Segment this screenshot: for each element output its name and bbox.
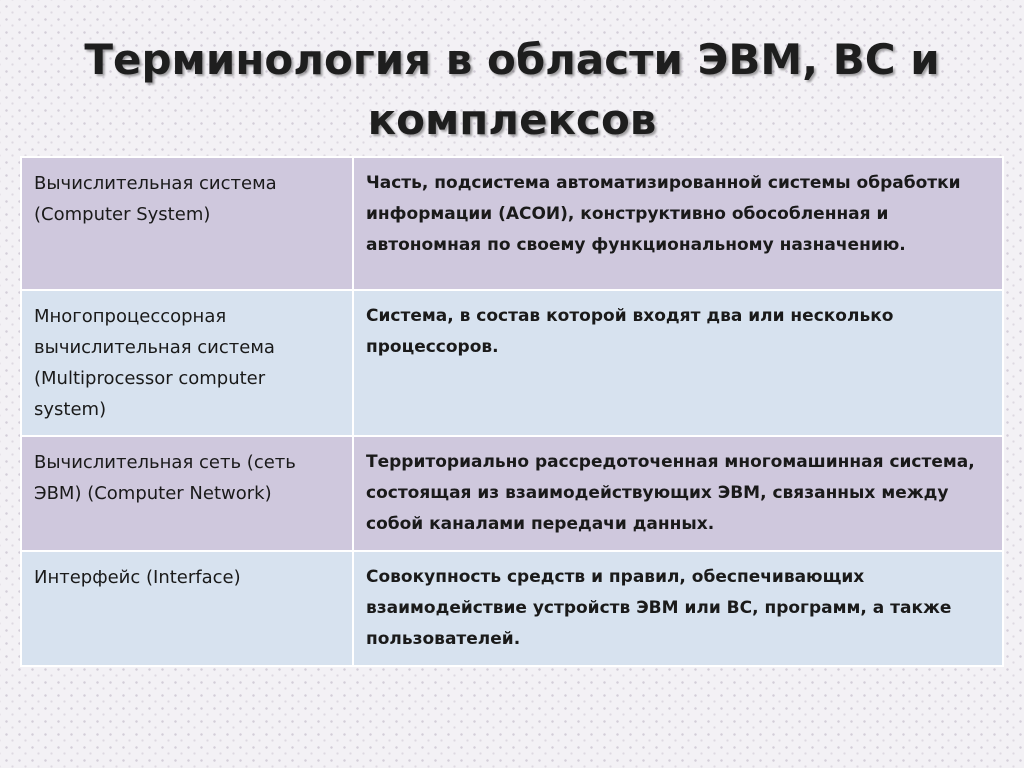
table-row (21, 551, 1003, 666)
definition-cell: Совокупность средств и правил, обеспечивающих взаимодействие устройств ЭВМ или ВС, программ, а также пользователей. (353, 551, 1003, 666)
table-row (21, 290, 1003, 436)
term-cell: Многопроцессорная вычислительная система (Multiprocessor computer system) (21, 290, 353, 436)
table-row (21, 157, 1003, 290)
terminology-table (20, 156, 1004, 667)
definition-cell: Система, в состав которой входят два или несколько процессоров. (353, 290, 1003, 436)
table-row (21, 436, 1003, 551)
definition-cell: Часть, подсистема автоматизированной системы обработки информации (АСОИ), конструктивно обособленная и автономная по своему функциональному назначению. (353, 157, 1003, 290)
slide-title: Терминология в области ЭВМ, ВС и комплексов (84, 35, 940, 144)
term-cell: Вычислительная система (Computer System) (21, 157, 353, 290)
definition-cell: Территориально рассредоточенная многомашинная система, состоящая из взаимодействующих ЭВМ, связанных между собой каналами передачи данных. (353, 436, 1003, 551)
term-cell: Вычислительная сеть (сеть ЭВМ) (Computer Network) (21, 436, 353, 551)
term-cell: Интерфейс (Interface) (21, 551, 353, 666)
